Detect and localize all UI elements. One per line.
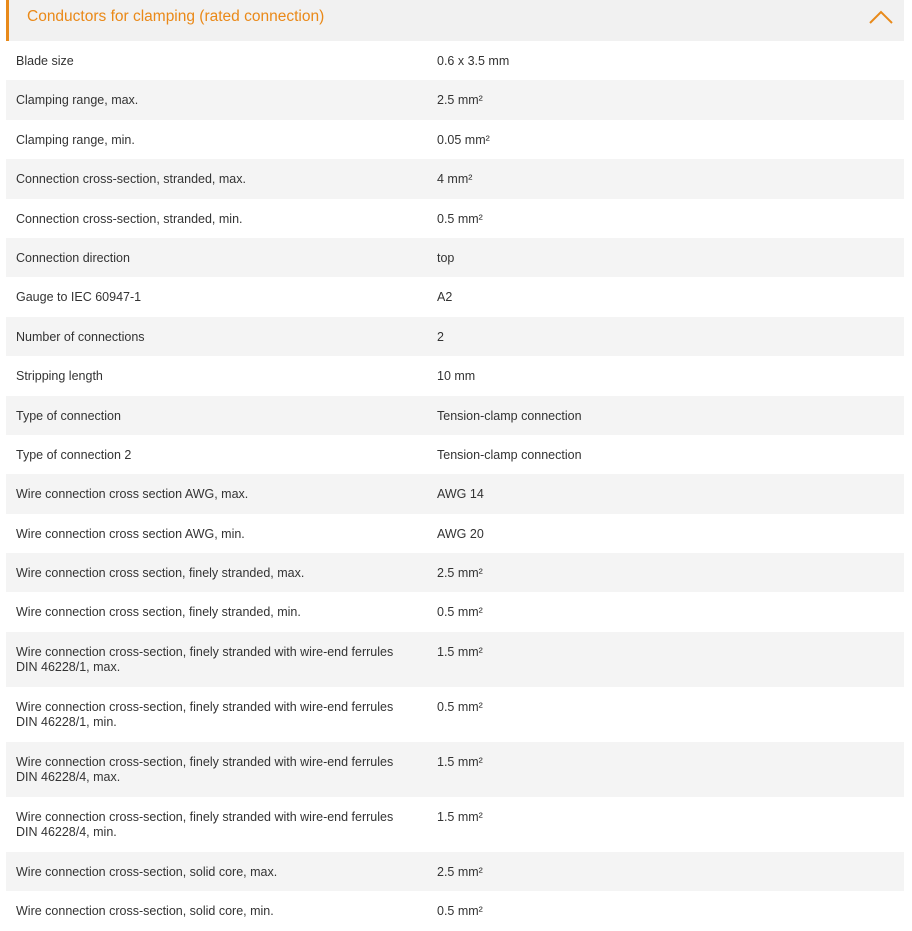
spec-label: Number of connections: [16, 329, 145, 344]
spec-label: Wire connection cross-section, finely stranded with wire-end ferrules DIN 46228/1, min.: [16, 699, 394, 729]
spec-label: Connection cross-section, stranded, max.: [16, 172, 246, 187]
spec-row: [6, 632, 904, 687]
spec-value: 1.5 mm²: [437, 809, 483, 824]
spec-label: Wire connection cross section, finely stranded, max.: [16, 566, 305, 581]
spec-value: Tension-clamp connection: [437, 408, 582, 423]
spec-value: AWG 14: [437, 487, 484, 502]
spec-label: Clamping range, max.: [16, 93, 139, 108]
spec-row: [6, 396, 904, 435]
specs-panel: [6, 0, 904, 931]
spec-row: [6, 852, 904, 891]
spec-row: [6, 80, 904, 119]
spec-value: Tension-clamp connection: [437, 447, 582, 462]
spec-table: [6, 41, 904, 931]
spec-value: top: [437, 250, 455, 265]
spec-value: 0.6 x 3.5 mm: [437, 54, 510, 68]
spec-label: Blade size: [16, 54, 74, 68]
spec-value: 0.5 mm²: [437, 904, 483, 919]
spec-row: [6, 41, 904, 80]
spec-label: Connection cross-section, stranded, min.: [16, 211, 243, 226]
spec-value: 0.5 mm²: [437, 211, 483, 226]
spec-value: 1.5 mm²: [437, 644, 483, 659]
spec-row: [6, 199, 904, 238]
spec-label: Wire connection cross-section, solid core, max.: [16, 864, 278, 879]
spec-value: 0.5 mm²: [437, 699, 483, 714]
spec-row: [6, 742, 904, 797]
spec-row: [6, 120, 904, 159]
spec-row: [6, 592, 904, 631]
spec-row: [6, 159, 904, 198]
spec-value: 4 mm²: [437, 172, 473, 187]
spec-label: Type of connection 2: [16, 447, 132, 462]
spec-value: 2.5 mm²: [437, 566, 483, 581]
section-title: Conductors for clamping (rated connection): [27, 8, 325, 25]
spec-label: Stripping length: [16, 369, 103, 384]
spec-label: Connection direction: [16, 250, 130, 265]
spec-value: 2: [437, 329, 444, 344]
spec-row: [6, 277, 904, 316]
spec-value: 10 mm: [437, 369, 476, 384]
spec-row: [6, 514, 904, 553]
spec-value: AWG 20: [437, 526, 484, 541]
spec-row: [6, 238, 904, 277]
spec-row: [6, 317, 904, 356]
spec-label: Wire connection cross-section, finely stranded with wire-end ferrules DIN 46228/1, max.: [16, 644, 394, 674]
spec-row: [6, 474, 904, 513]
spec-row: [6, 553, 904, 592]
spec-label: Type of connection: [16, 408, 121, 423]
spec-label: Gauge to IEC 60947-1: [16, 290, 142, 305]
chevron-up-icon[interactable]: [868, 6, 894, 28]
spec-label: Wire connection cross section AWG, min.: [16, 526, 245, 541]
spec-label: Wire connection cross-section, finely stranded with wire-end ferrules DIN 46228/4, min.: [16, 809, 394, 839]
spec-label: Clamping range, min.: [16, 132, 135, 147]
spec-value: A2: [437, 290, 453, 305]
section-header[interactable]: [6, 0, 904, 41]
spec-label: Wire connection cross-section, finely stranded with wire-end ferrules DIN 46228/4, max.: [16, 754, 394, 784]
spec-row: [6, 891, 904, 930]
spec-row: [6, 356, 904, 395]
spec-value: 1.5 mm²: [437, 754, 483, 769]
spec-row: [6, 435, 904, 474]
spec-label: Wire connection cross section, finely stranded, min.: [16, 605, 301, 620]
spec-value: 0.5 mm²: [437, 605, 483, 620]
spec-label: Wire connection cross section AWG, max.: [16, 487, 249, 502]
spec-value: 2.5 mm²: [437, 93, 483, 108]
spec-row: [6, 687, 904, 742]
spec-label: Wire connection cross-section, solid core, min.: [16, 904, 274, 919]
spec-value: 0.05 mm²: [437, 132, 490, 147]
spec-value: 2.5 mm²: [437, 864, 483, 879]
spec-row: [6, 797, 904, 852]
